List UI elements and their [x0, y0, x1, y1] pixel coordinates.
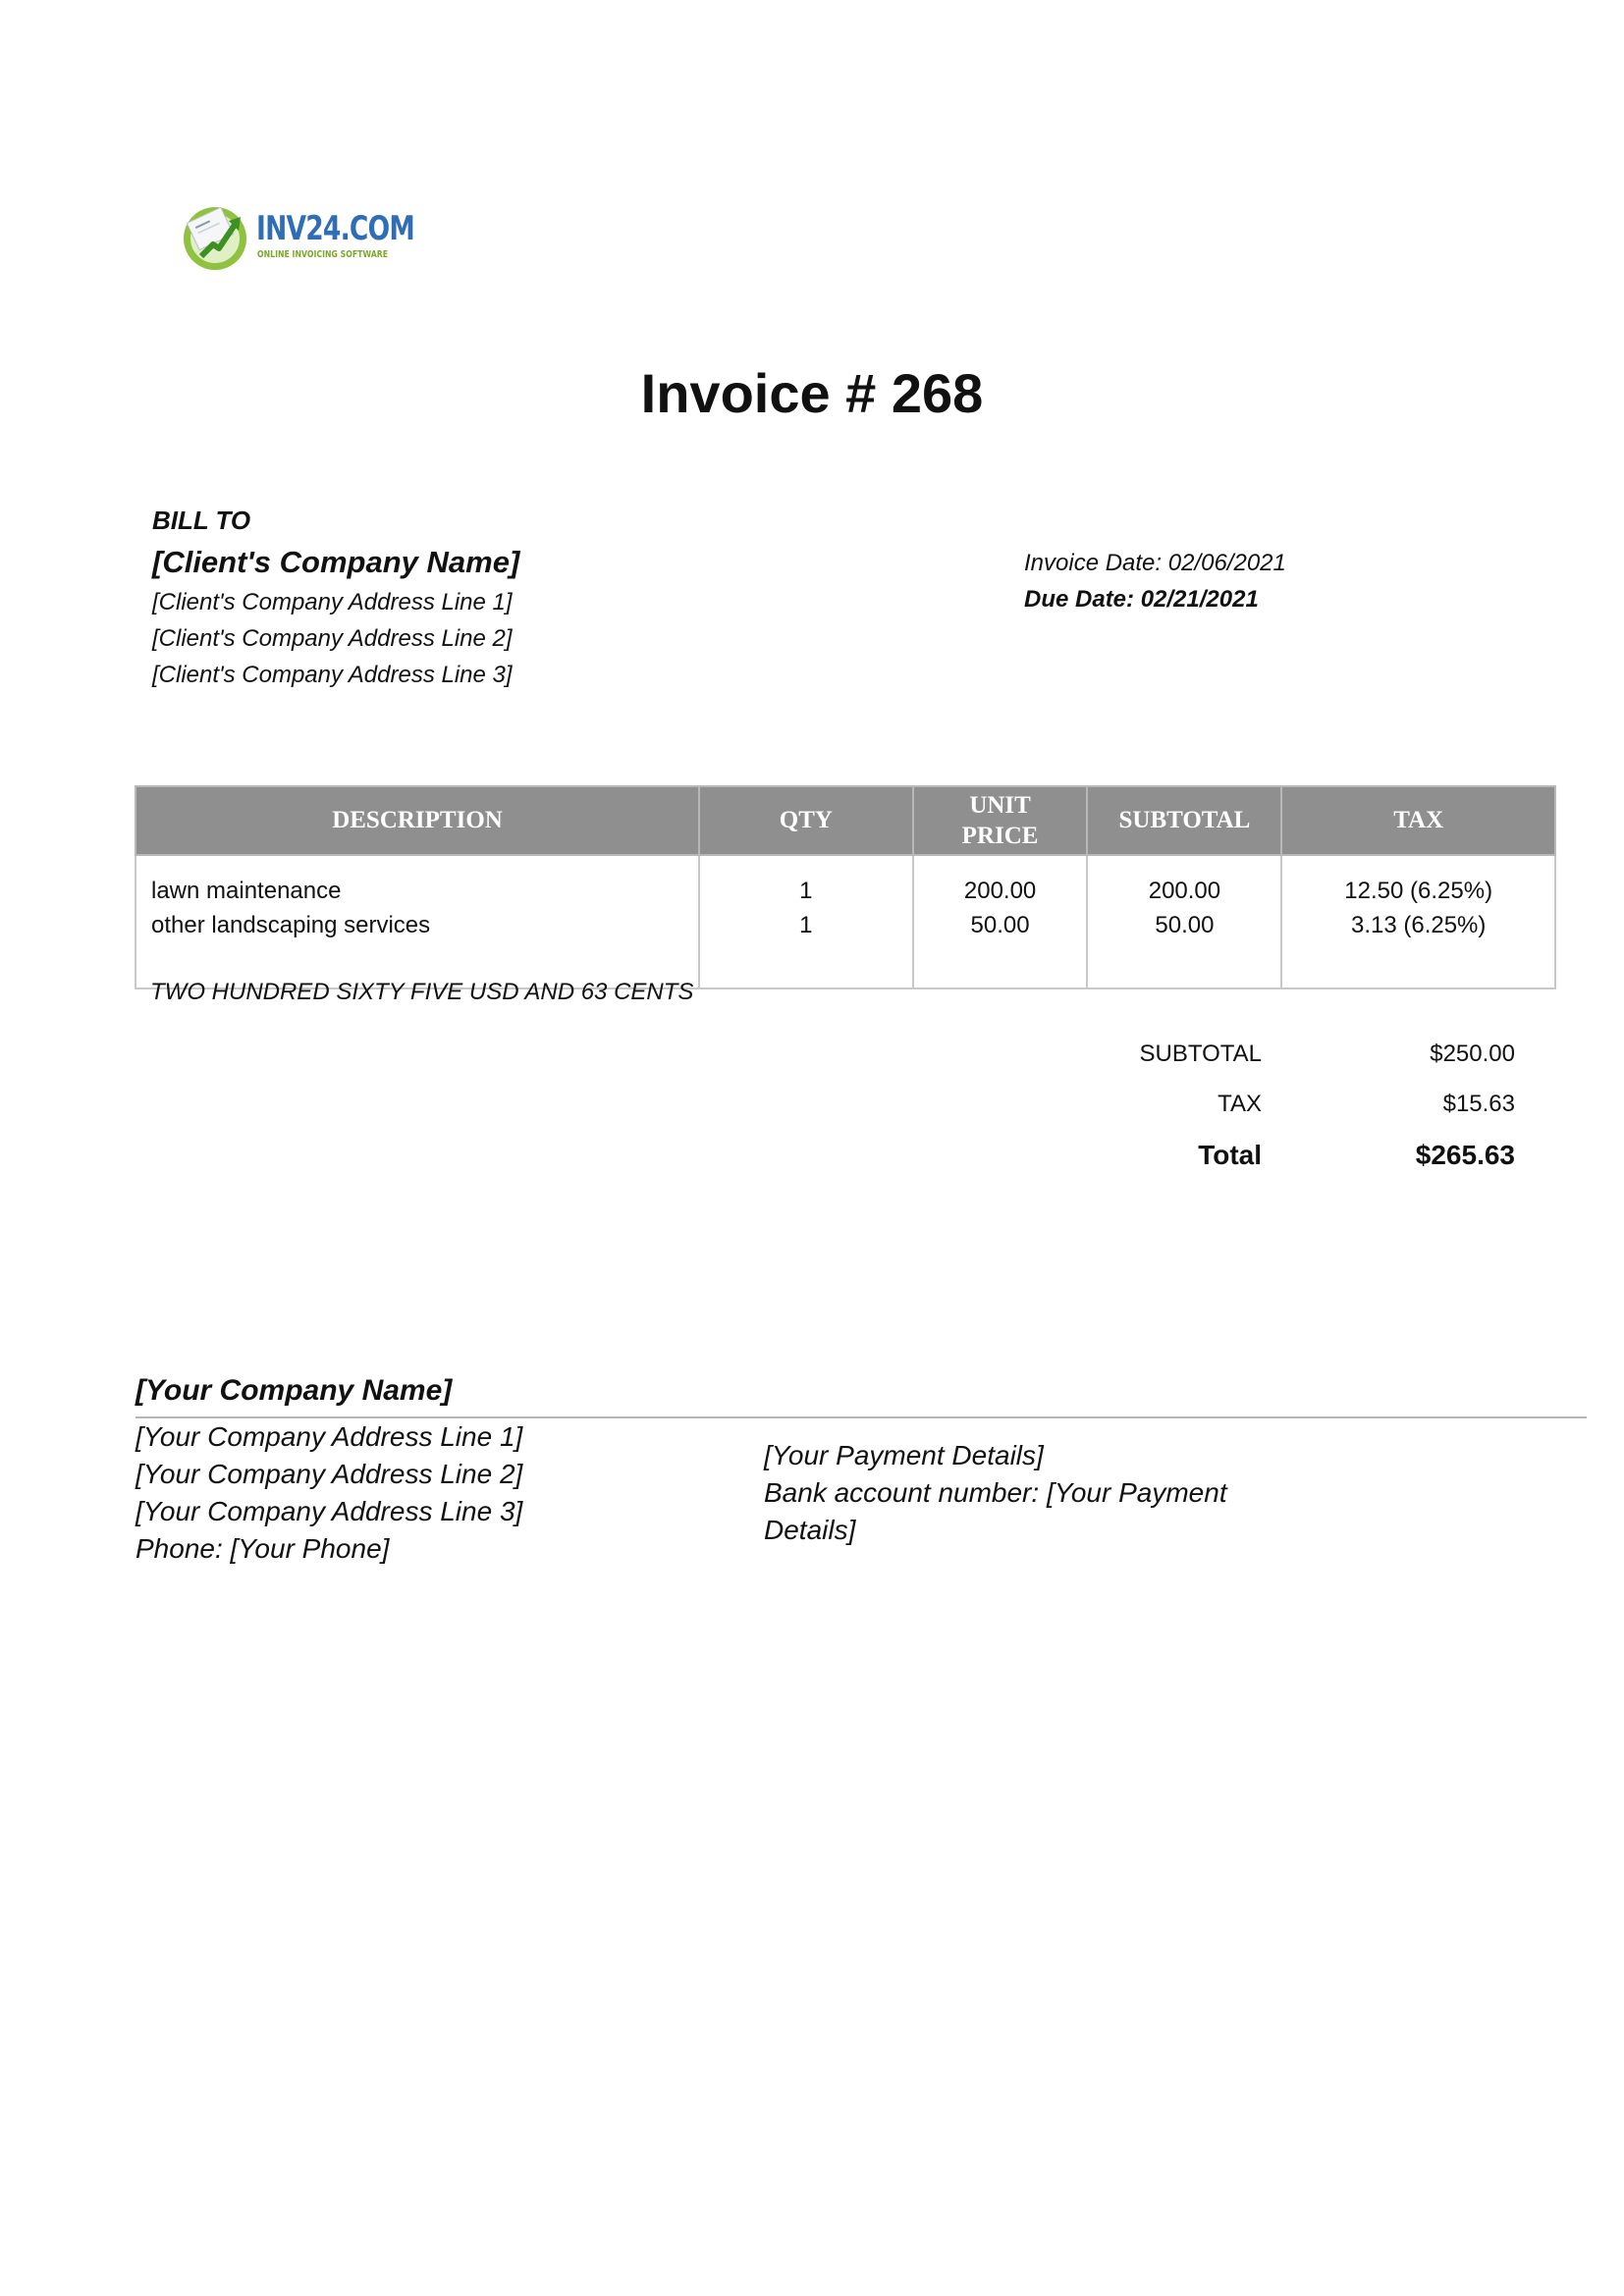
- column-header-unit-price: [913, 786, 1088, 855]
- item-description: other landscaping services: [151, 912, 431, 938]
- table-header-row: [135, 786, 1555, 855]
- invoice-title: Invoice # 268: [640, 362, 984, 424]
- subtotal-value: $250.00: [1430, 1041, 1515, 1067]
- payment-details-line-2: Bank account number: [Your Payment: [764, 1477, 1227, 1508]
- your-address-line-1: [Your Company Address Line 1]: [135, 1421, 523, 1452]
- payment-details-line-1: [Your Payment Details]: [764, 1440, 1044, 1470]
- line-items-table: [135, 785, 1556, 989]
- table-row: [135, 855, 1555, 988]
- subtotal-cell: [1087, 855, 1281, 988]
- client-address-line-1: [Client's Company Address Line 1]: [152, 589, 513, 615]
- unit-price-line-2: PRICE: [961, 823, 1039, 849]
- client-address-line-2: [Client's Company Address Line 2]: [152, 625, 513, 652]
- column-header-subtotal: SUBTOTAL: [1087, 786, 1281, 855]
- your-phone: Phone: [Your Phone]: [135, 1533, 390, 1564]
- your-company-name: [Your Company Name]: [135, 1374, 453, 1407]
- column-header-qty: QTY: [699, 786, 913, 855]
- amount-in-words: TWO HUNDRED SIXTY FIVE USD AND 63 CENTS: [150, 979, 694, 1005]
- payment-details-line-3: Details]: [764, 1515, 856, 1545]
- column-header-description: DESCRIPTION: [135, 786, 699, 855]
- unit-price-cell: [913, 855, 1088, 988]
- description-cell: [135, 855, 699, 988]
- footer-divider: [135, 1416, 1587, 1418]
- item-qty: 1: [799, 878, 813, 904]
- unit-price-line-1: UNIT: [969, 791, 1031, 819]
- item-unit-price: 50.00: [970, 912, 1030, 938]
- column-header-tax: TAX: [1281, 786, 1555, 855]
- logo-tagline: ONLINE INVOICING SOFTWARE: [257, 249, 389, 260]
- logo-name: INV24.COM: [256, 209, 414, 248]
- item-subtotal: 200.00: [1148, 878, 1221, 904]
- invoice-chart-icon: [180, 199, 254, 274]
- tax-label: TAX: [1218, 1091, 1262, 1117]
- subtotal-label: SUBTOTAL: [1139, 1041, 1262, 1067]
- due-date: Due Date: 02/21/2021: [1024, 586, 1259, 613]
- tax-cell: [1281, 855, 1555, 988]
- your-address-line-2: [Your Company Address Line 2]: [135, 1459, 523, 1489]
- item-qty: 1: [799, 912, 813, 938]
- qty-cell: [699, 855, 913, 988]
- company-logo: [180, 199, 414, 274]
- your-address-line-3: [Your Company Address Line 3]: [135, 1496, 523, 1526]
- item-tax: 12.50 (6.25%): [1344, 878, 1493, 904]
- item-unit-price: 200.00: [963, 878, 1037, 904]
- bill-to-label: BILL TO: [152, 506, 251, 535]
- total-label: Total: [1198, 1140, 1262, 1170]
- client-address-line-3: [Client's Company Address Line 3]: [152, 662, 513, 688]
- tax-value: $15.63: [1442, 1091, 1515, 1117]
- item-tax: 3.13 (6.25%): [1350, 912, 1487, 938]
- item-subtotal: 50.00: [1155, 912, 1215, 938]
- invoice-date: Invoice Date: 02/06/2021: [1024, 550, 1286, 576]
- total-value: $265.63: [1415, 1140, 1515, 1170]
- client-company-name: [Client's Company Name]: [152, 545, 520, 579]
- item-description: lawn maintenance: [151, 878, 342, 904]
